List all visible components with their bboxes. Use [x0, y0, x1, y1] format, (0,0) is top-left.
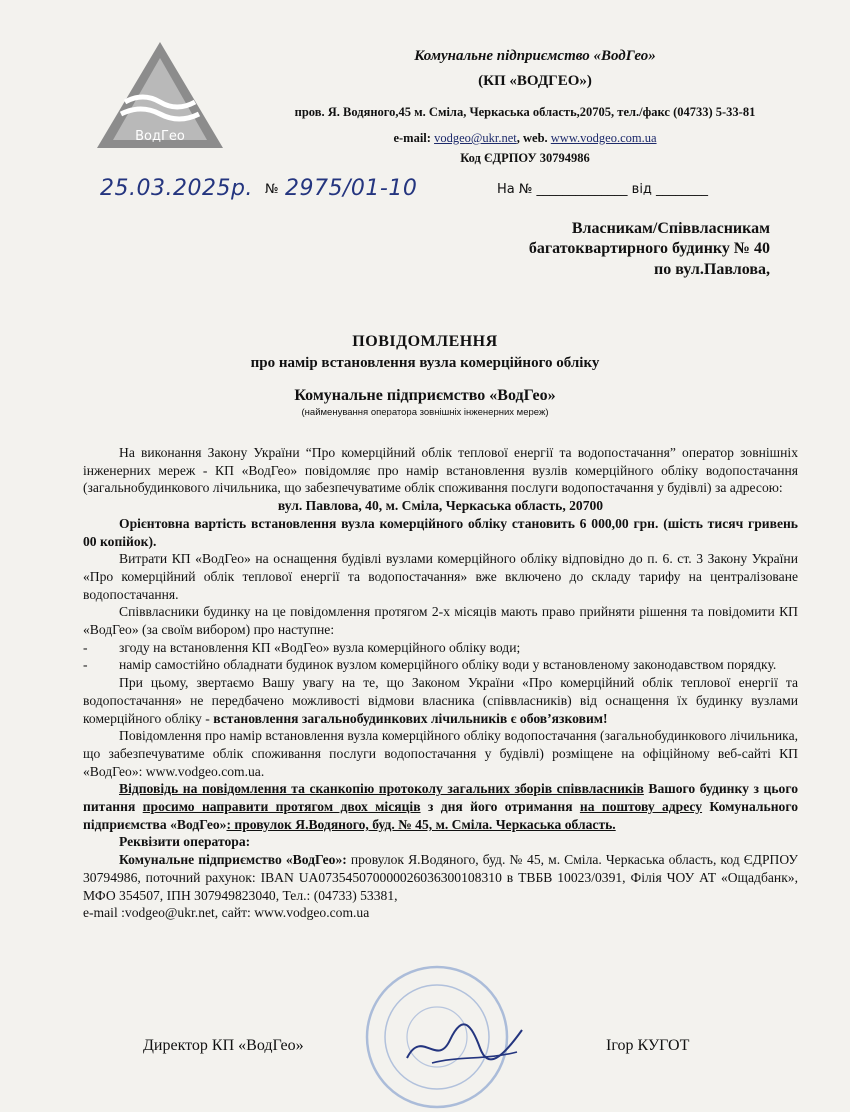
- paragraph-reply: [83, 780, 798, 833]
- signature-underline: [432, 1052, 517, 1063]
- web-label: web.: [523, 131, 548, 145]
- paragraph-requisites: [83, 851, 798, 904]
- paragraph-intro: На виконання Закону України “Про комерційний облік теплової енергії та водопостачання” оператор зовнішніх інженерних мереж - КП «ВодГео» повідомляє про намір встановлення вузлів комерційного обліку водопостачання (загальнобудинкового лічильника, що забезпечуватиме облік споживання послуги водопостачання у будівлі) за адресою:: [83, 445, 798, 496]
- org-short-name: (КП «ВОДГЕО»): [478, 73, 592, 89]
- handwritten-signature: [402, 1018, 527, 1073]
- requisites-title: Реквізити оператора:: [119, 834, 251, 850]
- reply-part-g: : провулок Я.Водяного, буд. № 45, м. Сміла. Черкаська область.: [226, 816, 616, 832]
- signatory-name: Ігор КУГОТ: [606, 1037, 690, 1054]
- reply-part-a: Відповідь на повідомлення та сканкопію протоколу загальних зборів співвласників: [119, 781, 644, 797]
- paragraph-expenses: Витрати КП «ВодГео» на оснащення будівлі вузлами комерційного обліку відповідно до п. 6. ст. 3 Закону України «Про комерційний облік теплової енергії та водопостачання» вже включено до складу тарифу на централізоване водопостачання.: [83, 551, 798, 602]
- website-link[interactable]: www.vodgeo.com.ua: [550, 131, 657, 145]
- org-contacts: e-mail: vodgeo@ukr.net, web. www.vodgeo.com.ua: [393, 131, 657, 145]
- dash-marker: -: [83, 639, 88, 655]
- logo-text: ВодГео: [135, 129, 185, 144]
- option-self-install-text: намір самостійно обладнати будинок вузлом комерційного обліку води у встановленому законодавством порядку.: [119, 657, 777, 673]
- option-consent-text: згоду на встановлення КП «ВодГео» вузла комерційного обліку води;: [119, 639, 521, 655]
- outgoing-number: 2975/01-10: [285, 176, 418, 201]
- paragraph-mandatory: [83, 674, 798, 727]
- notice-operator-note: (найменування оператора зовнішніх інженерних мереж): [301, 407, 549, 418]
- addressee-line-3: по вул.Павлова,: [654, 261, 770, 278]
- dash-marker: -: [83, 657, 88, 673]
- letter-body: [83, 444, 798, 922]
- mandatory-emphasis: встановлення загальнобудинкових лічильників є обов’язковим: [213, 710, 604, 726]
- notice-operator: Комунальне підприємство «ВодГео»: [294, 387, 556, 404]
- reply-part-c: просимо направити протягом двох місяців: [142, 799, 421, 815]
- notice-subtitle: про намір встановлення вузла комерційного обліку: [250, 355, 600, 371]
- requisites-contacts: e-mail :vodgeo@ukr.net, сайт: www.vodgeo.com.ua: [83, 905, 370, 921]
- mandatory-text: При цьому, звертаємо Вашу увагу на те, що Законом України «Про комерційний облік теплової енергії та водопостачання» не передбачено можливості відмови власника (співвласників) від оснащення їх будинку вузлами комерційного обліку -: [83, 675, 798, 726]
- mandatory-exclamation: !: [603, 710, 608, 726]
- reply-part-b: Вашого будинку з цього питання: [83, 781, 798, 815]
- org-address: пров. Я. Водяного,45 м. Сміла, Черкаська область,20705, тел./факс (04733) 5-33-81: [294, 105, 756, 119]
- reply-part-e: на поштову адресу: [579, 799, 703, 815]
- email-label: e-mail:: [393, 131, 431, 145]
- org-edrpou: Код ЄДРПОУ 30794986: [460, 151, 590, 165]
- reply-part-f: Комунального підприємства «ВодГео»: [83, 799, 798, 832]
- signatory-role: Директор КП «ВодГео»: [143, 1037, 304, 1054]
- option-consent: [83, 639, 798, 657]
- notice-title: ПОВІДОМЛЕННЯ: [352, 333, 498, 350]
- paragraph-cost: Орієнтовна вартість встановлення вузла комерційного обліку становить 6 000,00 грн. (шість тисяч гривень 00 копійок).: [83, 515, 798, 549]
- org-title: Комунальне підприємство «ВодГео»: [414, 48, 656, 64]
- email-link[interactable]: vodgeo@ukr.net: [434, 131, 517, 145]
- building-address: вул. Павлова, 40, м. Сміла, Черкаська область, 20700: [277, 498, 604, 514]
- addressee-line-2: багатоквартирного будинку № 40: [528, 240, 770, 257]
- requisites-text: провулок Я.Водяного, буд. № 45, м. Сміла. Черкаська область, код ЄДРПОУ 30794986, поточний рахунок: IBAN UA073545070000026036300108310 в ТВБВ 10023/0391, Філія ЧОУ АТ «Ощадбанк», МФО 354507, ІПН 307949823040, Тел.: (04733) 53381,: [83, 852, 798, 903]
- paragraph-publication: Повідомлення про намір встановлення вузла комерційного обліку водопостачання (загальнобудинкового лічильника, що забезпечуватиме облік споживання послуги водопостачання у будівлі) розміщене на офіційному веб-сайті КП «ВодГео»: www.vodgeo.com.ua.: [83, 728, 798, 779]
- option-self-install: [83, 656, 798, 674]
- incoming-number-line: На № ______________ від ________: [497, 182, 709, 197]
- reply-part-d: з дня його отримання: [420, 799, 580, 815]
- outgoing-date: 25.03.2025р.: [100, 176, 253, 201]
- addressee-line-1: Власникам/Співвласникам: [571, 220, 770, 237]
- vodgeo-logo: [95, 40, 225, 150]
- requisites-org: Комунальне підприємство «ВодГео»:: [119, 852, 347, 868]
- outgoing-number-label: №: [265, 182, 279, 197]
- paragraph-rights: Співвласники будинку на це повідомлення протягом 2-х місяців мають право прийняти рішення та повідомити КП «ВодГео» (за своїм вибором) про наступне:: [83, 604, 798, 638]
